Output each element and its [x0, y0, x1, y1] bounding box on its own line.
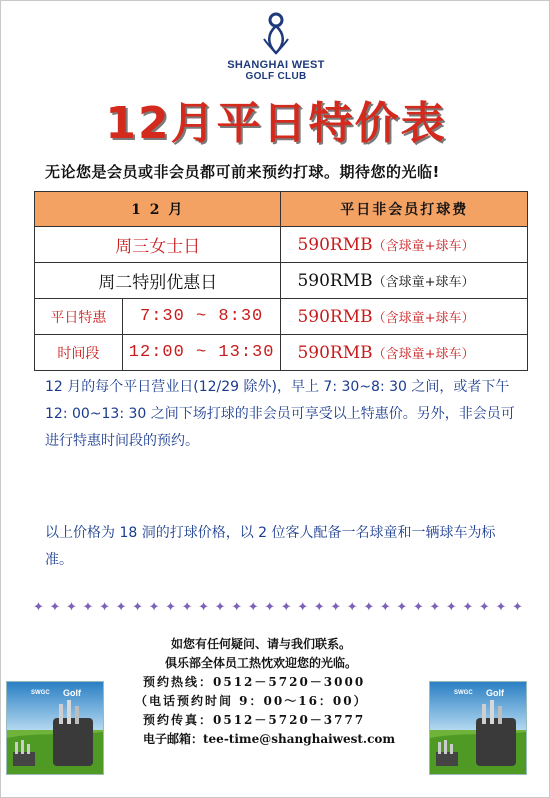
pricing-note-paragraph: 以上价格为 18 洞的打球价格，以 2 位客人配备一名球童和一辆球车为标准。 — [45, 525, 496, 568]
star-icon: ✦ — [313, 600, 325, 615]
star-icon: ✦ — [297, 600, 309, 615]
table-row — [35, 227, 528, 263]
contact-block — [131, 635, 421, 749]
price-value: 590RMB — [297, 270, 373, 291]
row-price — [281, 263, 528, 299]
star-icon: ✦ — [198, 600, 210, 615]
promo-paragraph: 12 月的每个平日营业日(12/29 除外)，早上 7: 30~8: 30 之间，或者下午 12: 00~13: 30 之间下场打球的非会员可享受以上特惠价。另外，非会员可进行特惠时间段的预约。 — [45, 379, 515, 449]
special-time-morning: 7:30 ~ 8:30 — [122, 299, 281, 335]
star-icon: ✦ — [82, 600, 94, 615]
price-value: 590RMB — [297, 342, 373, 363]
row-price — [281, 335, 528, 371]
star-icon: ✦ — [429, 600, 441, 615]
contact-phone[interactable]: 预约热线：0512－5720－3000 — [143, 675, 366, 689]
star-icon: ✦ — [33, 600, 44, 615]
star-icon: ✦ — [231, 600, 243, 615]
row-price — [281, 299, 528, 335]
special-label-1: 平日特惠 — [35, 299, 123, 335]
photo-badge-text: SWGC — [454, 690, 473, 696]
contact-fax: 预约传真：0512－5720－3777 — [143, 713, 366, 727]
star-icon: ✦ — [247, 600, 259, 615]
star-icon: ✦ — [49, 600, 61, 615]
star-icon: ✦ — [115, 600, 127, 615]
subtitle: 无论您是会员或非会员都可前来预约打球。期待您的光临! — [45, 163, 440, 181]
star-icon: ✦ — [396, 600, 408, 615]
golf-bag-photo — [6, 681, 104, 775]
photo-badge-golf: Golf — [486, 688, 504, 698]
star-icon: ✦ — [379, 600, 391, 615]
star-icon: ✦ — [495, 600, 507, 615]
table-row — [35, 263, 528, 299]
photo-badge-text: SWGC — [31, 690, 50, 696]
price-value: 590RMB — [297, 306, 373, 327]
price-note: （含球童+球车） — [372, 274, 475, 290]
price-value: 590RMB — [297, 234, 373, 255]
star-icon: ✦ — [148, 600, 160, 615]
star-icon: ✦ — [66, 600, 77, 615]
club-logo — [1, 11, 550, 82]
special-label-2: 时间段 — [35, 335, 123, 371]
price-note: （含球童+球车） — [372, 346, 475, 362]
price-table — [34, 191, 528, 371]
star-icon: ✦ — [445, 600, 457, 615]
star-icon: ✦ — [132, 600, 143, 615]
star-icon: ✦ — [99, 600, 110, 615]
special-time-noon: 12:00 ~ 13:30 — [122, 335, 281, 371]
contact-line-welcome: 俱乐部全体员工热忱欢迎您的光临。 — [165, 656, 358, 670]
header-fee: 平日非会员打球费 — [281, 192, 528, 227]
golf-bag-photo — [429, 681, 527, 775]
star-icon: ✦ — [346, 600, 358, 615]
contact-line-inquiry: 如您有任何疑问、请与我们联系。 — [171, 637, 352, 651]
price-note: （含球童+球车） — [372, 310, 475, 326]
row-label-tuesday: 周二特别优惠日 — [35, 263, 281, 299]
table-row — [35, 299, 528, 335]
star-icon: ✦ — [478, 600, 490, 615]
star-icon: ✦ — [511, 600, 523, 615]
star-icon: ✦ — [280, 600, 292, 615]
row-label-wednesday: 周三女士日 — [35, 227, 281, 263]
star-icon: ✦ — [165, 600, 177, 615]
star-icon: ✦ — [330, 600, 342, 615]
star-icon: ✦ — [214, 600, 226, 615]
contact-email-link[interactable]: 电子邮箱：tee-time@shanghaiwest.com — [143, 732, 396, 746]
price-note: （含球童+球车） — [372, 238, 475, 254]
star-divider — [33, 601, 523, 615]
star-icon: ✦ — [264, 600, 276, 615]
star-icon: ✦ — [181, 600, 193, 615]
star-icon: ✦ — [412, 600, 424, 615]
star-icon: ✦ — [462, 600, 474, 615]
swan-logo-icon — [256, 11, 296, 57]
row-price — [281, 227, 528, 263]
table-row — [35, 335, 528, 371]
star-icon: ✦ — [363, 600, 375, 615]
table-header-row — [35, 192, 528, 227]
logo-text-line1: SHANGHAI WEST — [227, 59, 325, 71]
contact-phone-hours: （电话预约时间 9：00～16：00） — [135, 694, 368, 708]
logo-text-line2: GOLF CLUB — [245, 71, 307, 82]
page-title: 12月平日特价表 — [105, 98, 447, 149]
header-month: 1 2 月 — [35, 192, 281, 227]
photo-badge-golf: Golf — [63, 688, 81, 698]
